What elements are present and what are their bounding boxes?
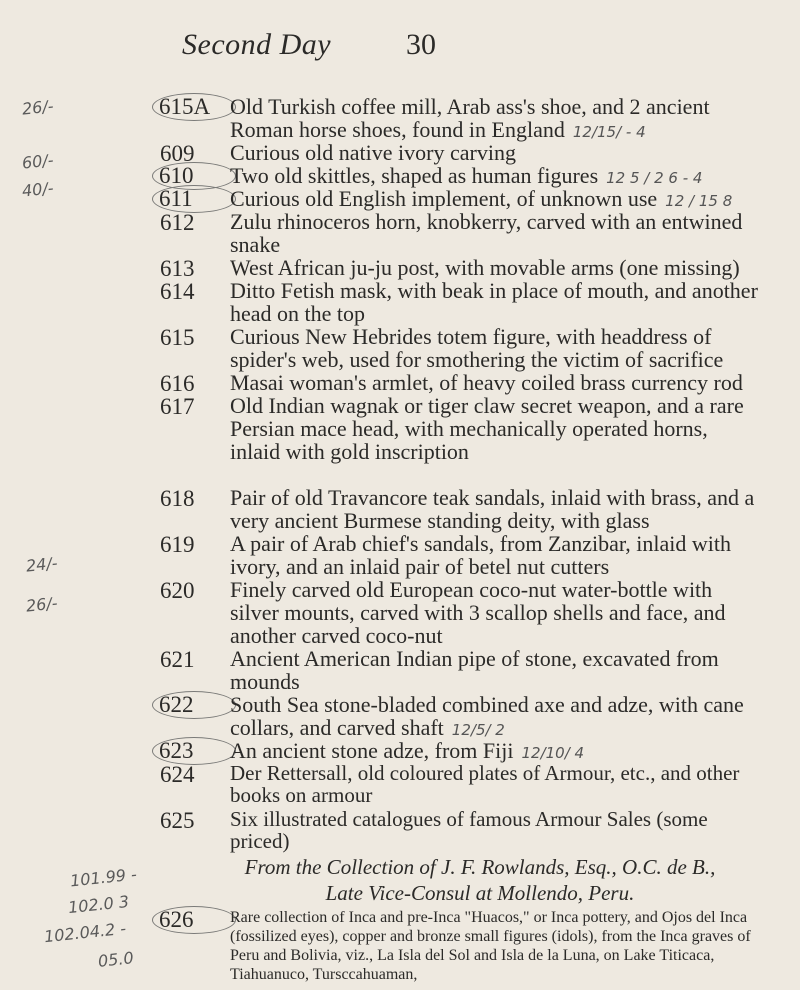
- collection-heading-line1: From the Collection of J. F. Rowlands, Esq., O.C. de B.,: [244, 855, 716, 879]
- handwritten-price: 12 / 15 8: [665, 192, 733, 210]
- handwritten-price: 12/15/ - 4: [572, 123, 646, 141]
- lot-number: 612: [160, 210, 195, 235]
- lot-description: A pair of Arab chief's sandals, from Zanzibar, inlaid with ivory, and an inlaid pair of betel nut cutters: [230, 531, 731, 579]
- lot-description: Masai woman's armlet, of heavy coiled brass currency rod: [230, 370, 743, 395]
- collection-heading-line2: Late Vice-Consul at Mollendo, Peru.: [325, 881, 635, 905]
- lot-description: Two old skittles, shaped as human figures 12 5 / 2 6 - 4: [230, 163, 703, 188]
- lot-number: 626: [152, 906, 236, 934]
- margin-price-note: 24/-: [25, 553, 59, 576]
- lot-description: Der Rettersall, old coloured plates of Armour, etc., and other books on armour: [230, 761, 740, 807]
- margin-price-note: 60/-: [21, 150, 55, 173]
- margin-price-note: 26/-: [21, 96, 55, 119]
- lot-description: Rare collection of Inca and pre-Inca "Huacos," or Inca pottery, and Ojos del Inca (fossilized eyes), copper and bronze small figures (idols), from the Inca graves of Peru and Bolivia, viz., La Isla del Sol and Isla de la Luna, on Lake Titicaca, Tiahuanuco, Tursccahuaman,: [230, 909, 751, 983]
- lot-number: 624: [160, 762, 195, 787]
- margin-price-note: 102.0 3: [67, 891, 130, 918]
- lot-description: Old Indian wagnak or tiger claw secret weapon, and a rare Persian mace head, with mechanically operated horns, inlaid with gold inscription: [230, 393, 744, 464]
- lot-description: Curious old English implement, of unknown use 12 / 15 8: [230, 186, 733, 211]
- lot-description: Old Turkish coffee mill, Arab ass's shoe, and 2 ancient Roman horse shoes, found in England 12/15/ - 4: [230, 94, 710, 142]
- lot-number: 615: [160, 325, 195, 350]
- lot-description: Ditto Fetish mask, with beak in place of mouth, and another head on the top: [230, 278, 758, 326]
- lot-description: South Sea stone-bladed combined axe and adze, with cane collars, and carved shaft 12/5/ 2: [230, 692, 744, 740]
- lot-number: 615A: [152, 93, 236, 121]
- lot-number: 618: [160, 486, 195, 511]
- lot-number: 613: [160, 256, 195, 281]
- lot-description: Ancient American Indian pipe of stone, excavated from mounds: [230, 646, 719, 694]
- lot-description: Finely carved old European coco-nut water-bottle with silver mounts, carved with 3 scallop shells and face, and another carved coco-nut: [230, 577, 726, 648]
- handwritten-price: 12 5 / 2 6 - 4: [606, 169, 703, 187]
- lot-number: 616: [160, 371, 195, 396]
- lot-number: 621: [160, 647, 195, 672]
- lot-description: Zulu rhinoceros horn, knobkerry, carved with an entwined snake: [230, 209, 743, 257]
- page-number: 30: [406, 28, 436, 61]
- margin-price-note: 05.0: [97, 948, 135, 971]
- collection-heading: [200, 854, 760, 906]
- running-title: Second Day: [182, 28, 332, 61]
- handwritten-price: 12/10/ 4: [521, 744, 585, 762]
- lot-number: 620: [160, 578, 195, 603]
- lot-description: West African ju-ju post, with movable arms (one missing): [230, 255, 740, 280]
- page-header: [170, 28, 530, 68]
- lot-description: Curious New Hebrides totem figure, with headdress of spider's web, used for smothering the victim of sacrifice: [230, 324, 724, 372]
- lot-number: 622: [152, 691, 236, 719]
- margin-price-note: 26/-: [25, 593, 59, 616]
- lot-description: Pair of old Travancore teak sandals, inlaid with brass, and a very ancient Burmese standing deity, with glass: [230, 485, 755, 533]
- lot-number: 619: [160, 532, 195, 557]
- lot-description: Curious old native ivory carving: [230, 140, 516, 165]
- handwritten-price: 12/5/ 2: [451, 721, 505, 739]
- lot-description: An ancient stone adze, from Fiji 12/10/ 4: [230, 738, 585, 763]
- lot-number: 614: [160, 279, 195, 304]
- lot-number: 623: [152, 737, 236, 765]
- lot-description: Six illustrated catalogues of famous Armour Sales (some priced): [230, 807, 708, 853]
- margin-price-note: 40/-: [21, 178, 55, 201]
- lot-number: 610: [152, 162, 236, 190]
- lot-number: 625: [160, 808, 195, 833]
- margin-price-note: 102.04.2 -: [43, 918, 127, 947]
- lot-number: 611: [152, 185, 236, 213]
- lot-number: 609: [160, 141, 195, 166]
- lot-number: 617: [160, 394, 195, 419]
- margin-price-note: 101.99 -: [69, 864, 138, 891]
